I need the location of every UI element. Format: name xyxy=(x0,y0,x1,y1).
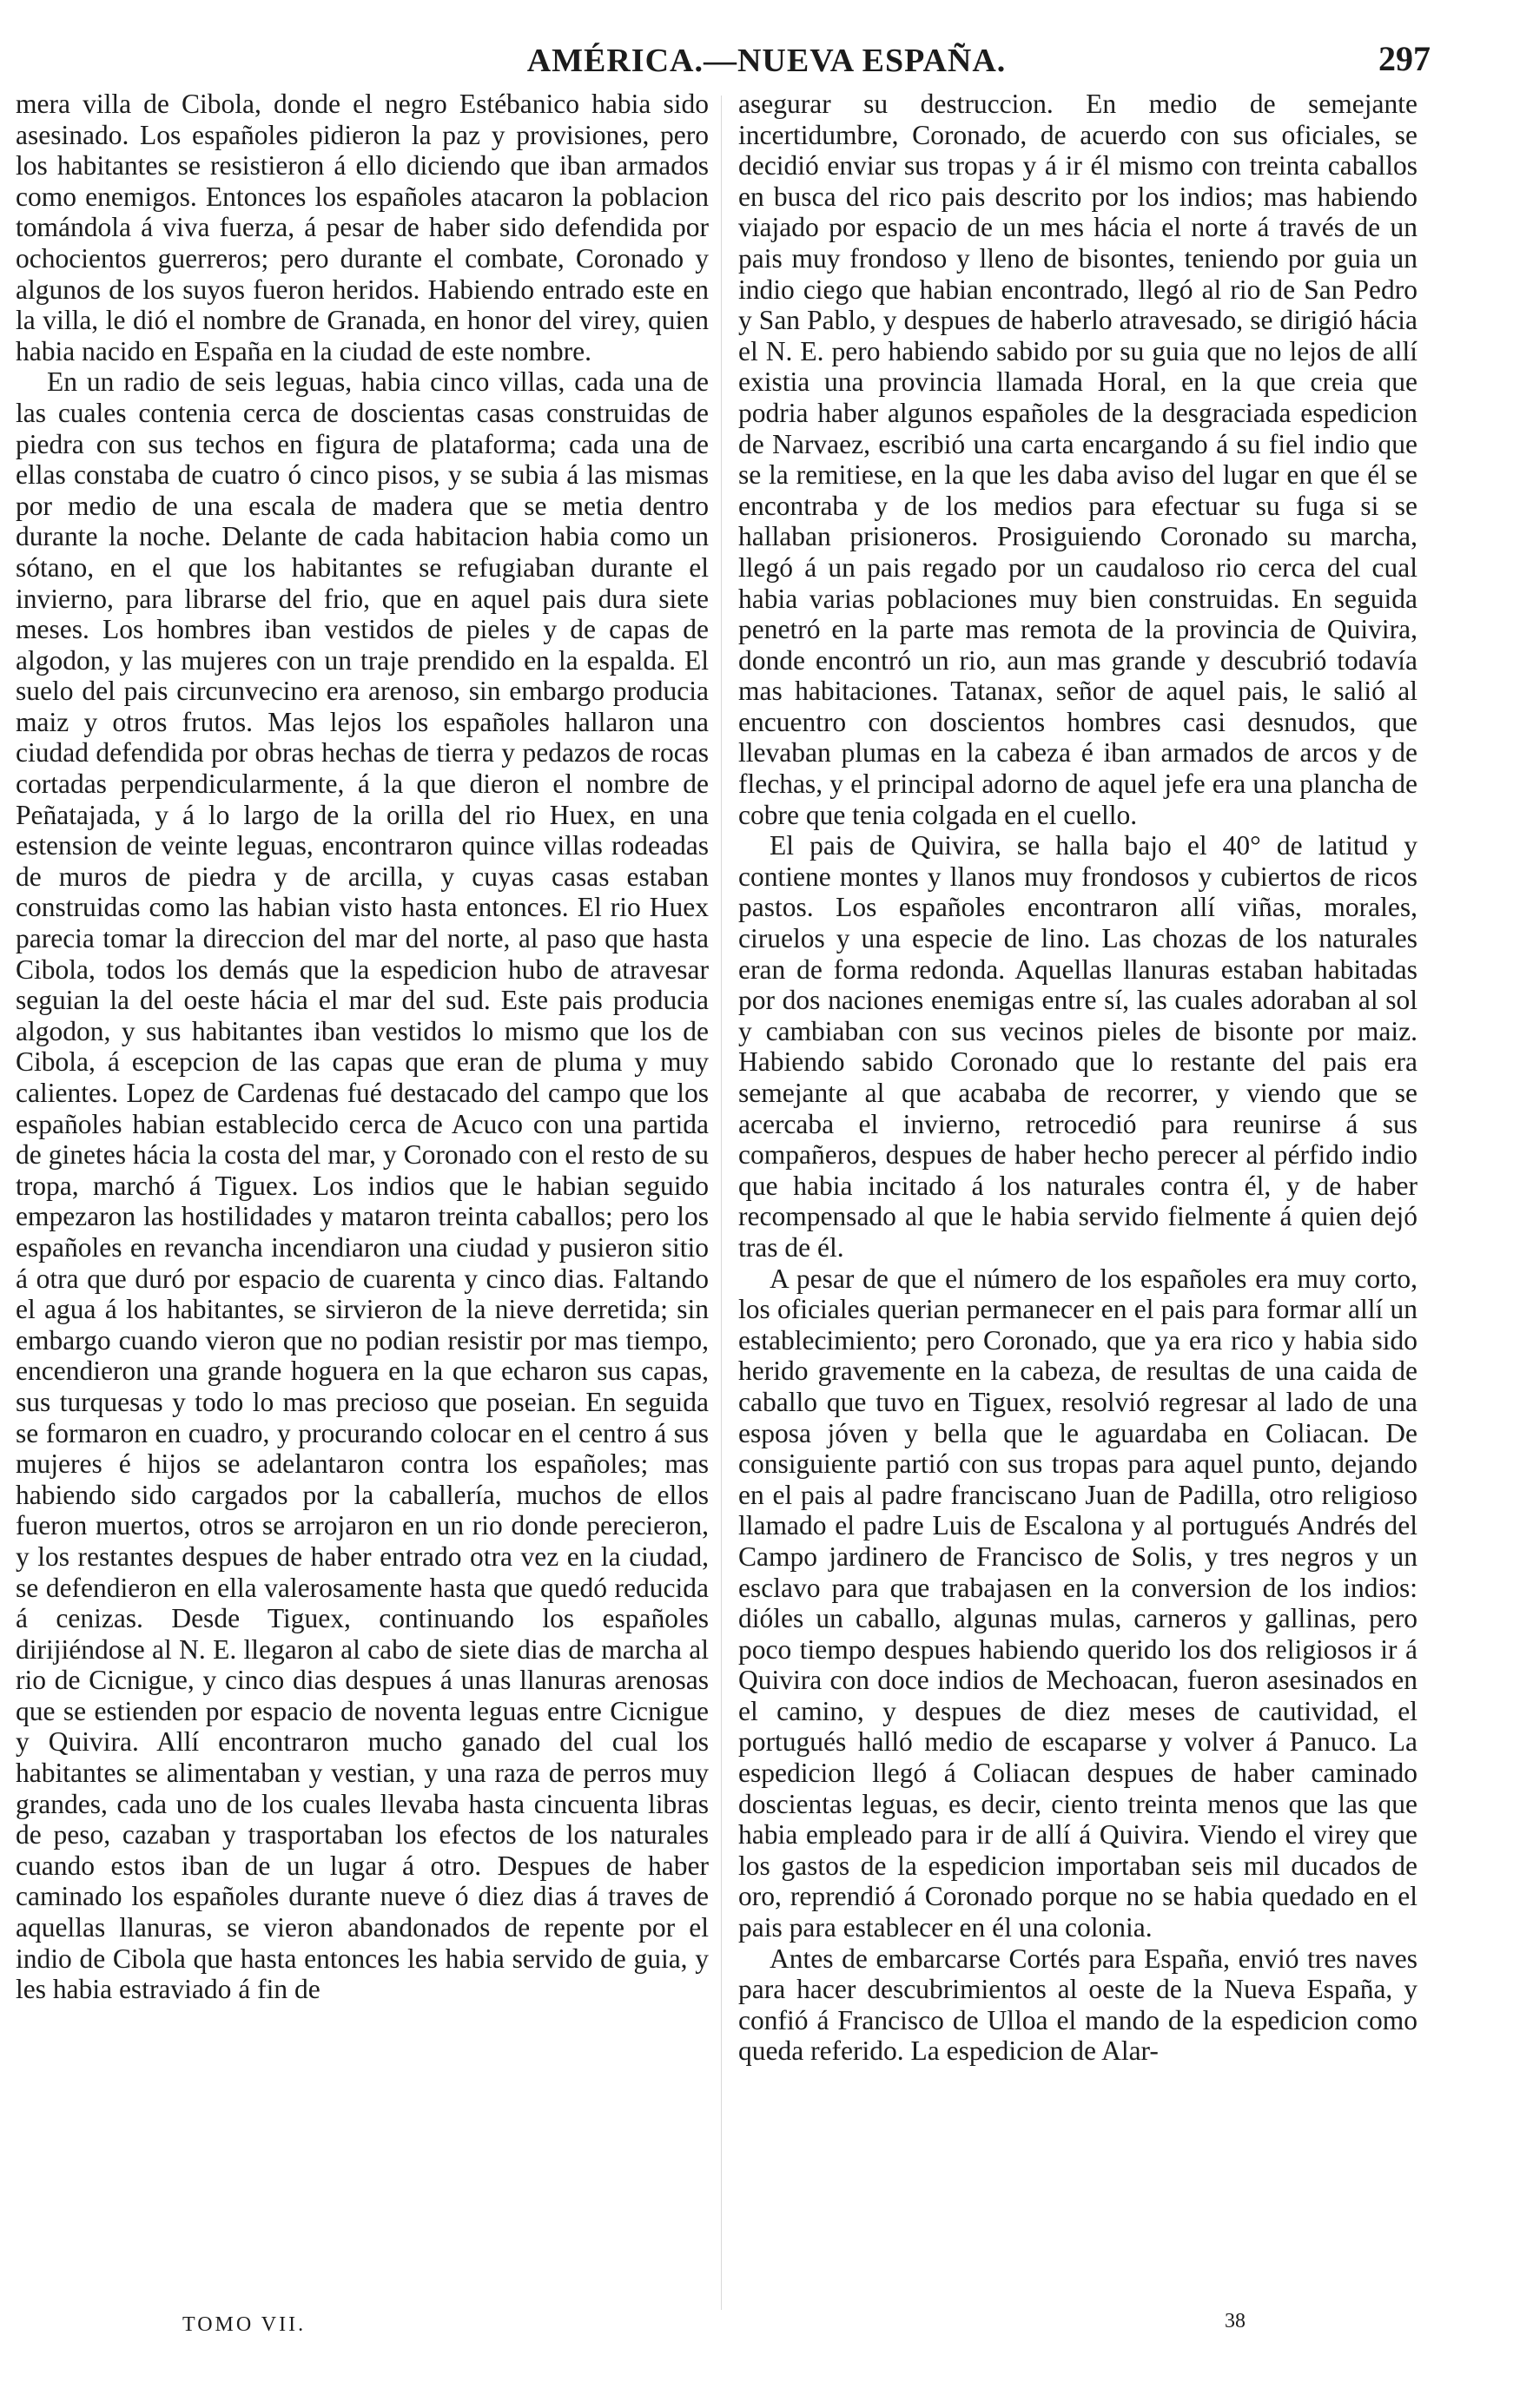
column-divider xyxy=(721,96,722,2310)
right-column xyxy=(738,89,1417,2312)
left-column xyxy=(16,89,709,2312)
paragraph: mera villa de Cibola, donde el negro Estébanico habia sido asesinado. Los españoles pidieron la paz y provisiones, pero los habitantes se resistieron á ello diciendo que iban armados como enemigos. Entonces los españoles atacaron la poblacion tomándola á viva fuerza, á pesar de haber sido defendida por ochocientos guerreros; pero durante el combate, Coronado y algunos de los suyos fueron heridos. Habiendo entrado este en la villa, le dió el nombre de Granada, en honor del virey, quien habia nacido en España en la ciudad de este nombre. xyxy=(16,89,709,366)
paragraph: En un radio de seis leguas, habia cinco villas, cada una de las cuales contenia cerca de doscientas casas construidas de piedra con sus techos en figura de plataforma; cada una de ellas constaba de cuatro ó cinco pisos, y se subia á las mismas por medio de una escala de madera que se metia dentro durante la noche. Delante de cada habitacion habia como un sótano, en el que los habitantes se refugiaban durante el invierno, para librarse del frio, que en aquel pais dura siete meses. Los hombres iban vestidos de pieles y de capas de algodon, y las mujeres con un traje prendido en la espalda. El suelo del pais circunvecino era arenoso, sin embargo producia maiz y otros frutos. Mas lejos los españoles hallaron una ciudad defendida por obras hechas de tierra y pedazos de rocas cortadas perpendicularmente, á la que dieron el nombre de Peñatajada, y á lo largo de la orilla del rio Huex, en una estension de veinte leguas, encontraron quince villas rodeadas de muros de piedra y de arcilla, y cuyas casas estaban construidas como las habian visto hasta entonces. El rio Huex parecia tomar la direccion del mar del norte, al paso que hasta Cibola, todos los demás que la espedicion hubo de atravesar seguian la del oeste hácia el mar del sud. Este pais producia algodon, y sus habitantes iban vestidos lo mismo que los de Cibola, á escepcion de las capas que eran de pluma y muy calientes. Lopez de Cardenas fué destacado del campo que los españoles habian establecido cerca de Acuco con una partida de ginetes hácia la costa del mar, y Coronado con el resto de su tropa, marchó á Tiguex. Los indios que le habian seguido empezaron las hostilidades y mataron treinta caballos; pero los españoles en revancha incendiaron una ciudad y pusieron sitio á otra que duró por espacio de cuarenta y cinco dias. Faltando el agua á los habitantes, se sirvieron de la nieve derretida; sin embargo cuando vieron que no podian resistir por mas tiempo, encendieron una grande hoguera en la que echaron sus capas, sus turquesas y todo lo mas precioso que poseian. En seguida se formaron en cuadro, y procurando colocar en el centro á sus mujeres é hijos se adelantaron contra los españoles; mas habiendo sido cargados por la caballería, muchos de ellos fueron muertos, otros se arrojaron en un rio donde perecieron, y los restantes despues de haber entrado otra vez en la ciudad, se defendieron en ella valerosamente hasta que quedó reducida á cenizas. Desde Tiguex, continuando los españoles dirijiéndose al N. E. llegaron al cabo de siete dias de marcha al rio de Cicnigue, y cinco dias despues á unas llanuras arenosas que se estienden por espacio de noventa leguas entre Cicnigue y Quivira. Allí encontraron mucho ganado del cual los habitantes se alimentaban y vestian, y una raza de perros muy grandes, cada uno de los cuales llevaba hasta cincuenta libras de peso, cazaban y trasportaban los efectos de los naturales cuando estos iban de un lugar á otro. Despues de haber caminado los españoles durante nueve ó diez dias á traves de aquellas llanuras, se vieron abandonados de repente por el indio de Cibola que hasta entonces les habia servido de guia, y les habia estraviado á fin de xyxy=(16,366,709,2005)
page-number: 297 xyxy=(1378,39,1431,78)
paragraph: asegurar su destruccion. En medio de semejante incertidumbre, Coronado, de acuerdo con sus oficiales, se decidió enviar sus tropas y á ir él mismo con treinta caballos en busca del rico pais descrito por los indios; mas habiendo viajado por espacio de un mes hácia el norte á través de un pais muy frondoso y lleno de bisontes, teniendo por guia un indio ciego que habian encontrado, llegó al rio de San Pedro y San Pablo, y despues de haberlo atravesado, se dirigió hácia el N. E. pero habiendo sabido por su guia que no lejos de allí existia una provincia llamada Horal, en la que creia que podria haber algunos españoles de la desgraciada espedicion de Narvaez, escribió una carta encargando á su fiel indio que se la remitiese, en la que les daba aviso del lugar en que él se encontraba y de los medios para efectuar su fuga si se hallaban prisioneros. Prosiguiendo Coronado su marcha, llegó á un pais regado por un caudaloso rio cerca del cual habia varias poblaciones muy bien construidas. En seguida penetró en la parte mas remota de la provincia de Quivira, donde encontró un rio, aun mas grande y descubrió todavía mas habitaciones. Tatanax, señor de aquel pais, le salió al encuentro con doscientos hombres casi desnudos, que llevaban plumas en la cabeza é iban armados de arcos y de flechas, y el principal adorno de aquel jefe era una plancha de cobre que tenia colgada en el cuello. xyxy=(738,89,1417,830)
paragraph: Antes de embarcarse Cortés para España, envió tres naves para hacer descubrimientos al oeste de la Nueva España, y confió á Francisco de Ulloa el mando de la espedicion como queda referido. La espedicion de Alar- xyxy=(738,1943,1417,2067)
paragraph: A pesar de que el número de los españoles era muy corto, los oficiales querian permanecer en el pais para formar allí un establecimiento; pero Coronado, que ya era rico y habia sido herido gravemente en la cabeza, de resultas de una caida de caballo que tuvo en Tiguex, resolvió regresar al lado de una esposa jóven y bella que le aguardaba en Coliacan. De consiguiente partió con sus tropas para aquel punto, dejando en el pais al padre franciscano Juan de Padilla, otro religioso llamado el padre Luis de Escalona y al portugués Andrés del Campo jardinero de Francisco de Solis, y tres negros y un esclavo para que trabajasen en la conversion de los indios: dióles un caballo, algunas mulas, carneros y gallinas, pero poco tiempo despues habiendo querido los dos religiosos ir á Quivira con doce indios de Mechoacan, fueron asesinados en el camino, y despues de diez meses de cautividad, el portugués halló medio de escaparse y volver á Panuco. La espedicion llegó á Coliacan despues de haber caminado doscientas leguas, es decir, ciento treinta menos que las que habia empleado para ir de allí á Quivira. Viendo el virey que los gastos de la espedicion importaban seis mil ducados de oro, reprendió á Coronado porque no se habia quedado en el pais para establecer en él una colonia. xyxy=(738,1263,1417,1943)
running-title: AMÉRICA.—NUEVA ESPAÑA. xyxy=(526,43,1007,79)
page-header xyxy=(0,33,1533,85)
paragraph: El pais de Quivira, se halla bajo el 40° de latitud y contiene montes y llanos muy frondosos y cubiertos de ricos pastos. Los españoles encontraron allí viñas, morales, ciruelos y una especie de lino. Las chozas de los naturales eran de forma redonda. Aquellas llanuras estaban habitadas por dos naciones enemigas entre sí, las cuales adoraban al sol y cambiaban con sus vecinos pieles de bisonte por maiz. Habiendo sabido Coronado que lo restante del pais era semejante al que acababa de recorrer, y viendo que se acercaba el invierno, retrocedió para reunirse á sus compañeros, despues de haber hecho perecer al pérfido indio que habia incitado á los naturales contra él, y de haber recompensado al que le habia servido fielmente á quien dejó tras de él. xyxy=(738,830,1417,1263)
signature-mark: 38 xyxy=(1225,2310,1246,2332)
volume-label: TOMO VII. xyxy=(182,2313,307,2336)
